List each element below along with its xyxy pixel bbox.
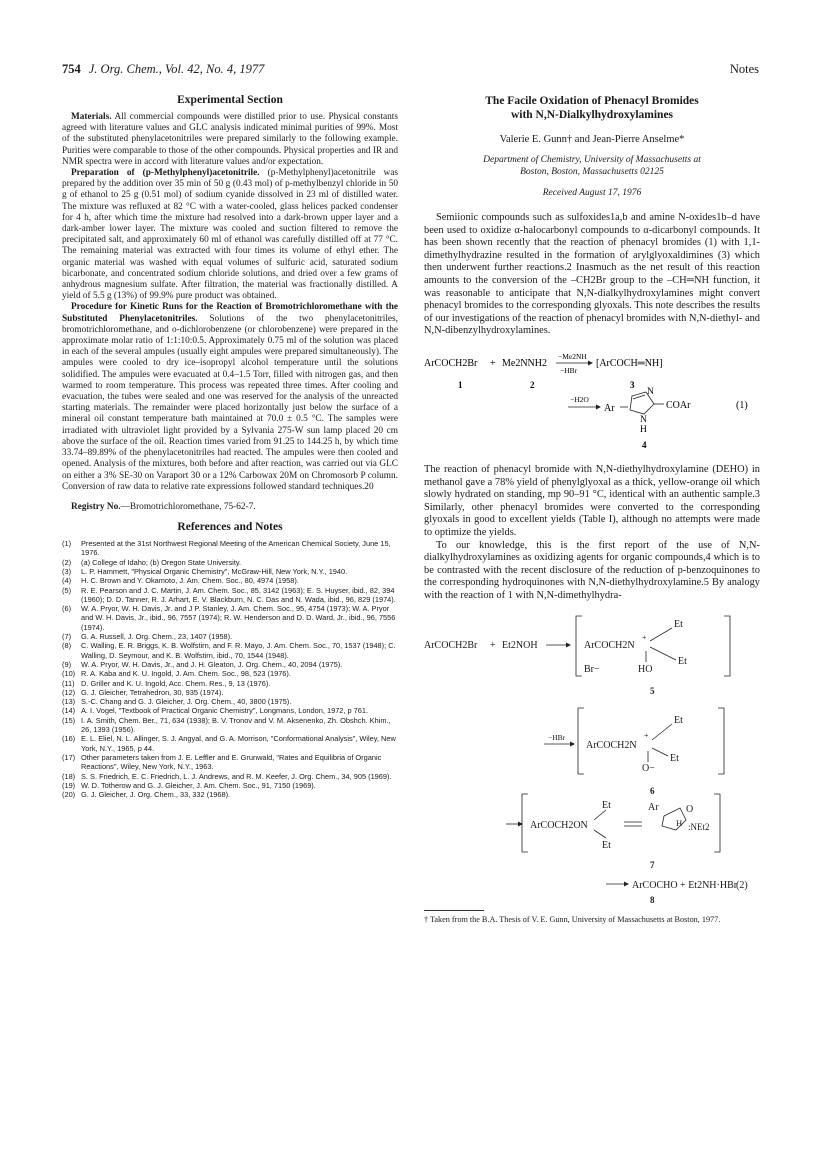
scheme1-product-3: [ArCOCH═NH]	[596, 357, 663, 369]
reference-text: E. L. Eliel, N. L. Allinger, S. J. Angyal, and G. A. Morrison, "Conformational Analysis", Wiley, New York, N.Y., 1965, p 44.	[81, 734, 396, 753]
reference-item	[62, 539, 398, 558]
journal-citation: J. Org. Chem., Vol. 42, No. 4, 1977	[88, 62, 265, 76]
imidazole-h: H	[640, 424, 647, 435]
intermediate-6-core: ArCOCH2N	[586, 740, 637, 752]
reference-number: (10)	[62, 669, 76, 679]
intermediate-7-o: O	[686, 804, 694, 816]
reference-text: G. A. Russell, J. Org. Chem., 23, 1407 (1958).	[81, 632, 233, 642]
reference-item	[62, 781, 398, 790]
bracket-5-left	[576, 616, 582, 676]
bond-et-down-6	[652, 748, 668, 756]
scheme2-reactant-1: ArCOCH2Br	[424, 640, 478, 652]
reaction-scheme-2	[424, 610, 760, 878]
reference-number: (4)	[62, 576, 72, 586]
reference-text: R. E. Pearson and J. C. Martin, J. Am. Chem. Soc., 85, 3142 (1963); E. S. Huyser, ibid., 82, 394 (1960); D. D. Tanner, R. J. Arhart, E. V. Blackburn, N. C. Das and N. Wada, ibid., 96, 829 (1974).	[81, 585, 396, 604]
article-title: The Facile Oxidation of Phenacyl Bromides with N,N-Dialkylhydroxylamines	[485, 95, 699, 121]
reference-number: (13)	[62, 697, 76, 707]
scheme1-plus: +	[490, 357, 496, 369]
reaction-scheme-2-product	[424, 874, 760, 906]
reference-number: (18)	[62, 771, 76, 781]
scheme2-arrowhead-2	[570, 742, 575, 747]
imidazole-nh: N	[640, 414, 647, 425]
compound-number-6: 6	[650, 786, 655, 797]
bond-et-down-5	[650, 647, 676, 660]
intermediate-6-et-1: Et	[674, 715, 683, 727]
scheme1-reactant-2: Me2NNH2	[502, 357, 547, 369]
intermediate-5-et-1: Et	[674, 619, 683, 631]
intermediate-6-et-2: Et	[670, 753, 679, 765]
scheme2-reactant-2: Et2NOH	[502, 640, 538, 652]
intermediate-5-br: Br−	[584, 664, 600, 676]
intermediate-7-core: ArCOCH2ON	[530, 820, 588, 832]
intermediate-6-o: O−	[642, 763, 655, 775]
authors: Valerie E. Gunn† and Jean-Pierre Anselme*	[499, 134, 685, 145]
compound-number-2: 2	[530, 379, 535, 390]
reference-number: (2)	[62, 557, 72, 567]
affiliation: Department of Chemistry, University of Massachusetts at Boston, Boston, Massachusetts 02125	[483, 155, 701, 177]
compound-number-8: 8	[650, 895, 655, 906]
scheme1-arrowhead	[588, 360, 593, 365]
reference-text: W. A. Pryor, W. H. Davis, Jr., and J. H. Gleaton, J. Org. Chem., 40, 2094 (1975).	[81, 659, 343, 669]
reference-item	[62, 641, 398, 660]
results-paragraph: The reaction of phenacyl bromide with N,N-diethylhydroxylamine (DEHO) in methanol gave a 78% yield of phenylglyoxal as a thick, yellow-orange oil which slowly hydrated on standing, mp 90–91 °C, identical with an authentic sample.3 Similarly, other phenacyl bromides were converted to the corresponding glyoxals in good to excellent yields (Table I), although no attempts were made to optimize the yields.	[424, 463, 760, 538]
reference-item	[62, 679, 398, 688]
reference-item	[62, 706, 398, 715]
bond-et-up-6	[652, 724, 672, 740]
reference-item	[62, 604, 398, 632]
reference-item	[62, 586, 398, 605]
received-date: Received August 17, 1976	[542, 188, 642, 198]
reference-text: G. J. Gleicher, Tetrahedron, 30, 935 (1974).	[81, 687, 224, 697]
scheme2-plus: +	[490, 640, 496, 652]
scheme2-final-product: ArCOCHO + Et2NH·HBr	[632, 880, 738, 892]
equation-1-number: (1)	[736, 399, 748, 411]
page-number: 754	[62, 62, 81, 76]
reference-text: C. Walling, E. R. Briggs, K. B. Wolfstirn, and F. R. Mayo, J. Am. Chem. Soc., 70, 1537 (1948); C. Walling, D. Seymour, and K. B. Wolfstirn, ibid., 70, 1544 (1948).	[81, 641, 396, 660]
intermediate-5-ho: HO	[638, 664, 653, 676]
reference-text: A. I. Vogel, "Textbook of Practical Organic Chemistry", Longmans, London, 1972, p 761.	[81, 706, 369, 716]
bracket-6-left	[578, 708, 584, 774]
reference-number: (6)	[62, 604, 72, 614]
compound-number-7: 7	[650, 860, 655, 871]
scheme2-hbr-label: −HBr	[548, 733, 566, 743]
reference-text: Presented at the 31st Northwest Regional Meeting of the American Chemical Society, June 15, 1976.	[81, 539, 391, 558]
intermediate-7-et-1: Et	[602, 800, 611, 812]
reference-item	[62, 558, 398, 567]
reference-text: D. Griller and K. U. Ingold, Acc. Chem. Res., 9, 13 (1976).	[81, 678, 271, 688]
left-column	[62, 94, 398, 799]
references-heading: References and Notes	[177, 521, 283, 534]
bracket-5-right	[724, 616, 730, 676]
reference-item	[62, 697, 398, 706]
intermediate-5-core: ArCOCH2N	[584, 640, 635, 652]
reference-text: S.-C. Chang and G. J. Gleicher, J. Org. Chem., 40, 3800 (1975).	[81, 697, 292, 707]
reference-text: G. J. Gleicher, J. Org. Chem., 33, 332 (1968).	[81, 790, 231, 800]
compound-number-4: 4	[642, 439, 647, 450]
reference-text: Other parameters taken from J. E. Leffler and E. Grunwald, "Rates and Equilibria of Organic Reactions", Wiley, New York, N.Y., 1963.	[81, 752, 382, 772]
imidazole-n: N	[647, 386, 654, 397]
experimental-heading: Experimental Section	[177, 94, 283, 106]
cyclic-transition-state	[662, 808, 686, 830]
scheme1-arrow-top: −Me2NH	[558, 351, 587, 361]
bracket-6-right	[718, 708, 724, 774]
reference-item	[62, 669, 398, 678]
reference-text: H. C. Brown and Y. Okamoto, J. Am. Chem. Soc., 80, 4974 (1958).	[81, 576, 299, 586]
reference-item	[62, 688, 398, 697]
intermediate-5-et-2: Et	[678, 656, 687, 668]
reference-item	[62, 790, 398, 799]
page-header	[62, 62, 759, 80]
reference-text: R. A. Kaba and K. U. Ingold, J. Am. Chem. Soc., 98, 523 (1976).	[81, 669, 291, 679]
reference-number: (15)	[62, 715, 76, 725]
intermediate-5-charge: +	[642, 633, 647, 643]
scheme1-coar: COAr	[666, 399, 691, 411]
reference-text: S. S. Friedrich, E. C. Friedrich, L. J. Andrews, and R. M. Keefer, J. Org. Chem., 34, 905 (1969).	[81, 771, 392, 781]
reference-text: (a) College of Idaho; (b) Oregon State University.	[81, 557, 242, 567]
bond-et-up-7	[594, 810, 606, 820]
reaction-scheme-1	[424, 344, 760, 456]
section-label: Notes	[729, 62, 759, 76]
reference-number: (5)	[62, 585, 72, 595]
discussion-paragraph: To our knowledge, this is the first report of the use of N,N-dialkylhydroxylamines as oxidizing agents for organic compounds,4 which is to be contrasted with the recent disclosure of the reduction of p-benzoquinones to the corresponding hydroquinones with N,N-diethylhydroxylamine.5 By analogy with the reaction of 1 with N,N-dimethylhydra-	[424, 539, 760, 601]
paragraph-kinetic-procedure: Procedure for Kinetic Runs for the Reaction of Bromotrichloromethane with the Substituted Phenylacetonitriles. Solutions of the two phenylacetonitriles, bromotrichloromethane, and o-dichlorobenzene (or chlorobenzene) were prepared in the approximate molar ratio of 1:1:10:0.5. Approximately 0.75 ml of the solution was placed in each of the several ampules (usually eight ampules were prepared simultaneously). The ampules were cooled to dry ice–isopropyl alcohol temperature until the solutions solidified. The ampules were evacuated at 0.4–1.5 Torr, filled with nitrogen gas, and then warmed to room temperature. This process was repeated three times. After cooling and evacuation, the tubes were sealed and one was reserved for the analysis of the unreacted starting materials. The remainder were placed horizontally just below the surface of a mineral oil constant temperature bath maintained at 70.0 ± 0.5 °C. The samples were irradiated with ultraviolet light provided by a Sylvania 275-W sun lamp placed 20 cm above the surface of the oil. Reaction times varied from 91.25 to 144.25 h, by which time 33.74–89.89% of the phenylacetonitriles had reacted. The ampules were then cooled and opened. Analysis of the mixtures, both before and after reaction, was carried out via GLC on either a 3% SE-30 on Varaport 30 or a 12% Carbowax 20M on Chromosorb P column. Conversion of raw data to relative rate expressions followed standard techniques.20	[62, 302, 398, 492]
bond-et-up-5	[650, 628, 672, 641]
reference-number: (8)	[62, 641, 72, 651]
reference-number: (7)	[62, 632, 72, 642]
reference-number: (19)	[62, 780, 76, 790]
right-column	[424, 94, 760, 925]
intermediate-7-h: H	[676, 818, 683, 829]
scheme1-arrow2-label: −H2O	[570, 394, 589, 404]
footnote-rule	[424, 910, 484, 911]
reference-text: L. P. Hammett, "Physical Organic Chemistry", McGraw-Hill, New York, N.Y., 1940.	[81, 567, 348, 576]
intermediate-7-net2: :NEt2	[688, 822, 710, 833]
reference-text: I. A. Smith, Chem. Ber., 71, 634 (1938); B. V. Tronov and V. M. Aksenenko, Zh. Obshch. Khim., 26, 1393 (1956).	[81, 715, 391, 735]
scheme1-arrow-bottom: −HBr	[560, 365, 578, 375]
reference-item	[62, 660, 398, 669]
reference-item	[62, 567, 398, 576]
reference-item	[62, 576, 398, 585]
reference-number: (3)	[62, 567, 72, 576]
reference-item	[62, 772, 398, 781]
intermediate-7-et-2: Et	[602, 840, 611, 852]
intro-paragraph: Semiionic compounds such as sulfoxides1a,b and amine N-oxides1b–d have been used to oxidize α-halocarbonyl compounds to α-dicarbonyl compounds. It has been shown recently that the reaction of phenacyl bromides (1) with 1,1-dimethylhydrazine resulted in the formation of arylglyoxaldimines (3) which then underwent further reactions.2 Inasmuch as the net result of this reaction amounts to the conversion of the –CH2Br group to the –CH═NH function, it was reasonable to anticipate that N,N-dialkylhydroxylamines might convert phenacyl bromides to the corresponding glyoxals. This note describes the results of our investigations of the reaction of phenacyl bromides with N,N-diethyl- and N,N-dibenzylhydroxylamines.	[424, 212, 760, 337]
intermediate-7-ar: Ar	[648, 802, 659, 814]
equation-2-number: (2)	[736, 880, 748, 892]
reference-item	[62, 753, 398, 772]
registry-number: Registry No.—Bromotrichloromethane, 75-62-7.	[71, 501, 256, 512]
bracket-7-right	[714, 794, 720, 852]
bracket-7-left	[522, 794, 528, 852]
bond-et-down-7	[594, 830, 606, 838]
paragraph-preparation: Preparation of (p-Methylphenyl)acetonitrile. (p-Methylphenyl)acetonitrile was prepared by the addition over 35 min of 50 g (0.43 mol) of p-methylbenzyl chloride in 50 g of ethanol to 25 g (0.51 mol) of sodium cyanide dissolved in 23 ml of distilled water. The mixture was refluxed at 82 °C with a water-cooled, glass helices packed condenser for 4 h, after which time the mixture had resolved into a dark-brown upper layer and a dark-amber lower layer. The mixture was cooled and suction filtered to remove the precipitated salt, and approximately 60 ml of ethanol was carefully distilled off at 77 °C. The remaining material was extracted with four times its volume of ethyl ether. The organic material was washed with equal volumes of sulfuric acid, saturated sodium bicarbonate, and concentrated sodium chloride solutions, and dried over a few grams of anhydrous magnesium sulfate. After filtration, the material was fractionally distilled. A yield of 5.5 g (13%) of 99.9% pure product was obtained.	[62, 168, 399, 302]
paragraph-materials: Materials. All commercial compounds were distilled prior to use. Physical constants agreed with literature values and GLC analysis indicated minimal purities of 99%. Most of the substituted phenylacetonitriles were prepared similarly to the following example. Purities were comparable to those of the other compounds. Physical properties and IR and NMR spectra were in accord with literature values and/or expectation.	[62, 112, 398, 167]
reference-number: (12)	[62, 687, 76, 697]
footnote: † Taken from the B.A. Thesis of V. E. Gunn, University of Massachusetts at Boston, 1977.	[424, 915, 721, 925]
compound-number-5: 5	[650, 686, 655, 697]
reference-number: (16)	[62, 734, 76, 744]
journal-reference	[62, 62, 264, 77]
intermediate-6-charge: +	[644, 731, 649, 741]
compound-number-3: 3	[630, 379, 635, 390]
reference-item	[62, 716, 398, 735]
scheme2-arrowhead-4	[624, 882, 629, 887]
scheme2-arrowhead-1	[566, 643, 571, 648]
compound-number-1: 1	[458, 379, 463, 390]
references-list	[62, 539, 398, 799]
scheme1-arrowhead-2	[596, 404, 601, 409]
reference-number: (1)	[62, 539, 72, 549]
reference-number: (14)	[62, 706, 76, 716]
reference-number: (11)	[62, 678, 75, 688]
reference-number: (17)	[62, 752, 76, 762]
scheme1-ar: Ar	[604, 402, 615, 414]
reference-number: (9)	[62, 659, 72, 669]
reference-item	[62, 734, 398, 753]
reference-number: (20)	[62, 790, 76, 800]
reference-text: W. D. Totherow and G. J. Gleicher, J. Am. Chem. Soc., 91, 7150 (1969).	[81, 780, 316, 790]
reference-text: W. A. Pryor, W. H. Davis, Jr. and J P. Stanley, J. Am. Chem. Soc., 95, 4754 (1973); W. A. Pryor and W. H. Davis, Jr., ibid., 96, 7557 (1974); R. W. Henderson and D. D. Ward, Jr., ibid., 96, 7556 (1974).	[81, 604, 396, 632]
scheme1-reactant-1: ArCOCH2Br	[424, 357, 478, 369]
reference-item	[62, 632, 398, 641]
